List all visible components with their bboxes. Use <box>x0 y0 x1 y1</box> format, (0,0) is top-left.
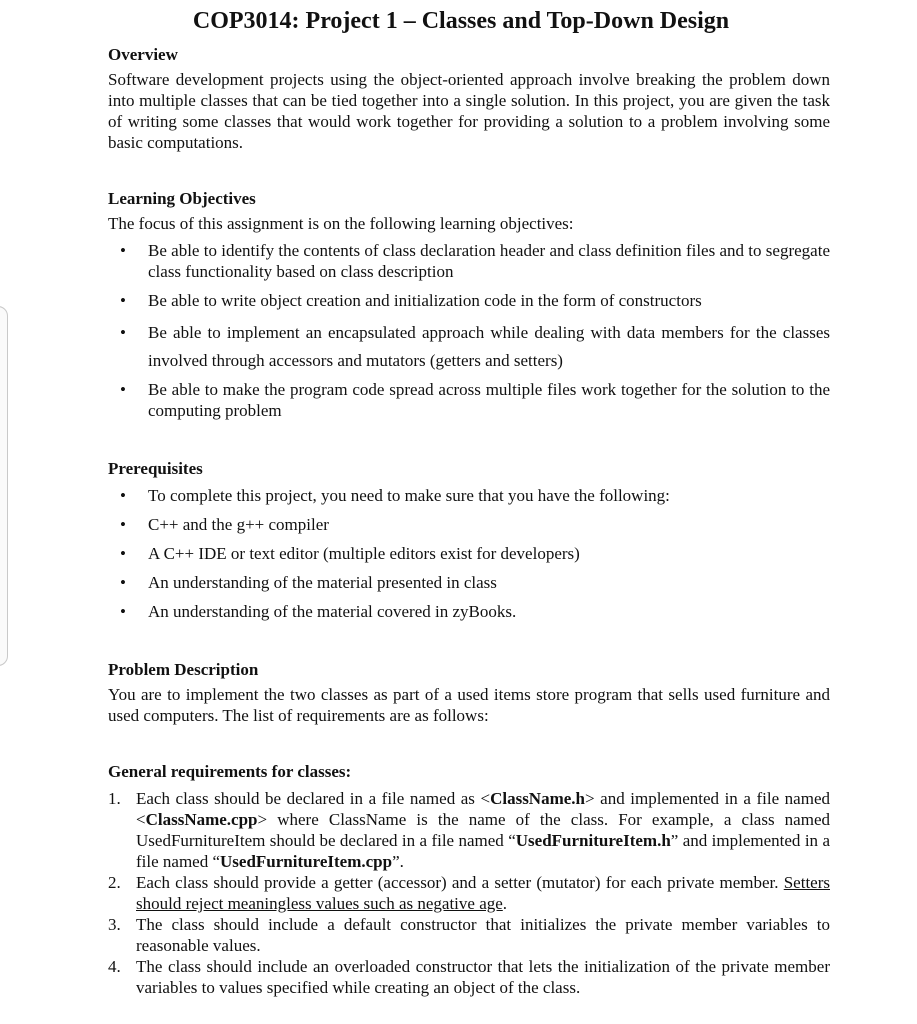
item-number: 4. <box>108 957 121 976</box>
objectives-intro: The focus of this assignment is on the following learning objectives: <box>108 214 574 233</box>
list-item: 4. The class should include an overloaded constructor that lets the initialization of the private member variables to values specified while creating an object of the class. <box>108 957 830 997</box>
problem-heading: Problem Description <box>108 660 259 679</box>
objectives-section <box>108 189 830 421</box>
list-item: • An understanding of the material presented in class <box>108 572 830 593</box>
requirements-list <box>108 788 830 998</box>
overview-heading: Overview <box>108 45 178 64</box>
objectives-heading: Learning Objectives <box>108 189 256 208</box>
page-title: COP3014: Project 1 – Classes and Top-Down Design <box>192 8 730 34</box>
list-item: • Be able to implement an encapsulated approach while dealing with data members for the classes involved through accessors and mutators (getters and setters) <box>108 319 830 375</box>
item-number: 2. <box>108 873 121 892</box>
list-item: • Be able to make the program code spread across multiple files work together for the solution to the computing problem <box>108 379 830 421</box>
underlined-rule: Setters should reject meaningless values such as negative age <box>136 873 830 913</box>
list-item: 3. The class should include a default constructor that initializes the private member variables to reasonable values. <box>108 915 830 955</box>
requirements-heading: General requirements for classes: <box>108 762 352 781</box>
list-item: • A C++ IDE or text editor (multiple editors exist for developers) <box>108 543 830 564</box>
list-item: • Be able to write object creation and initialization code in the form of constructors <box>108 290 830 311</box>
list-item: • To complete this project, you need to make sure that you have the following: <box>108 485 830 506</box>
list-item: • C++ and the g++ compiler <box>108 514 830 535</box>
prerequisites-section <box>108 459 830 622</box>
list-item: • An understanding of the material covered in zyBooks. <box>108 601 830 622</box>
overview-text: Software development projects using the object-oriented approach involve breaking the problem down into multiple classes that can be tied together into a single solution. In this project, you are given the task of writing some classes that would work together for providing a solution to a problem involving some basic computations. <box>108 70 830 152</box>
objectives-list <box>108 240 830 421</box>
document-page <box>108 8 830 998</box>
requirements-section <box>108 762 830 998</box>
list-item: • Be able to identify the contents of class declaration header and class definition files and to segregate class functionality based on class description <box>108 240 830 282</box>
edge-tab[interactable] <box>0 306 8 666</box>
item-number: 1. <box>108 789 121 808</box>
item-number: 3. <box>108 915 121 934</box>
overview-section <box>108 45 830 153</box>
prerequisites-list <box>108 485 830 622</box>
list-item: 1. Each class should be declared in a file named as <ClassName.h> and implemented in a file named <ClassName.cpp> where ClassName is the name of the class. For example, a class named UsedFurnitureItem should be declared in a file named “UsedFurnitureItem.h” and implemented in a file named “UsedFurnitureItem.cpp”. <box>108 789 830 871</box>
prerequisites-heading: Prerequisites <box>108 459 203 478</box>
list-item: 2. Each class should provide a getter (accessor) and a setter (mutator) for each private member. Setters should reject meaningless values such as negative age. <box>108 873 830 913</box>
problem-section <box>108 660 830 726</box>
problem-text: You are to implement the two classes as part of a used items store program that sells used furniture and used computers. The list of requirements are as follows: <box>108 685 830 725</box>
